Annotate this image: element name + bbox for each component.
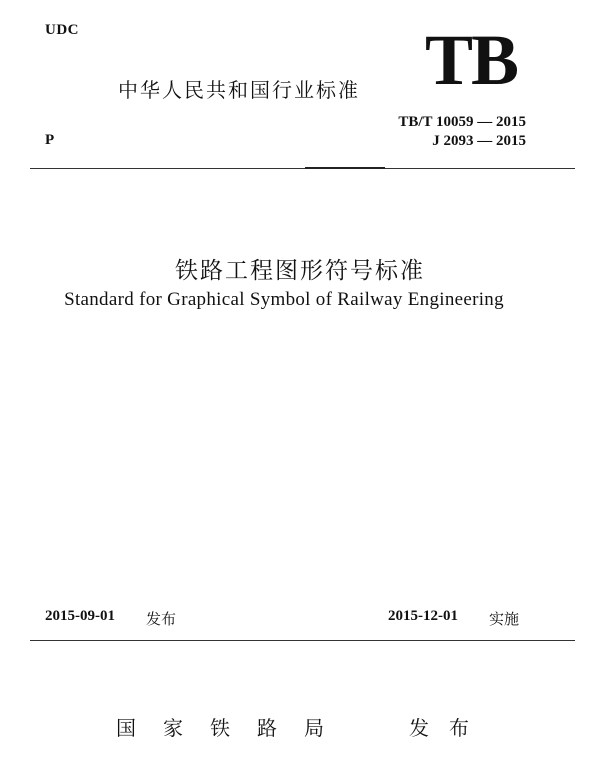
standard-number: TB/T 10059 — 2015 [398,114,526,130]
top-divider-accent [305,167,385,169]
publisher-name: 国家铁路局 [116,716,351,740]
record-number: J 2093 — 2015 [432,133,526,149]
publish-label: 发布 [409,716,489,740]
implementation-date: 2015-12-01 [388,608,458,624]
bottom-divider [30,640,575,641]
document-title-english: Standard for Graphical Symbol of Railway Engineering [64,289,504,310]
standard-numbers [398,113,526,151]
classification-code: P [45,132,55,148]
implementation-label: 实施 [489,610,520,628]
standard-category-title: 中华人民共和国行业标准 [118,78,360,102]
udc-label: UDC [45,22,79,38]
issue-label: 发布 [146,610,177,628]
issue-date: 2015-09-01 [45,608,115,624]
document-title-chinese: 铁路工程图形符号标准 [175,258,425,284]
tb-logo: TB [425,20,518,100]
top-divider [30,168,575,169]
